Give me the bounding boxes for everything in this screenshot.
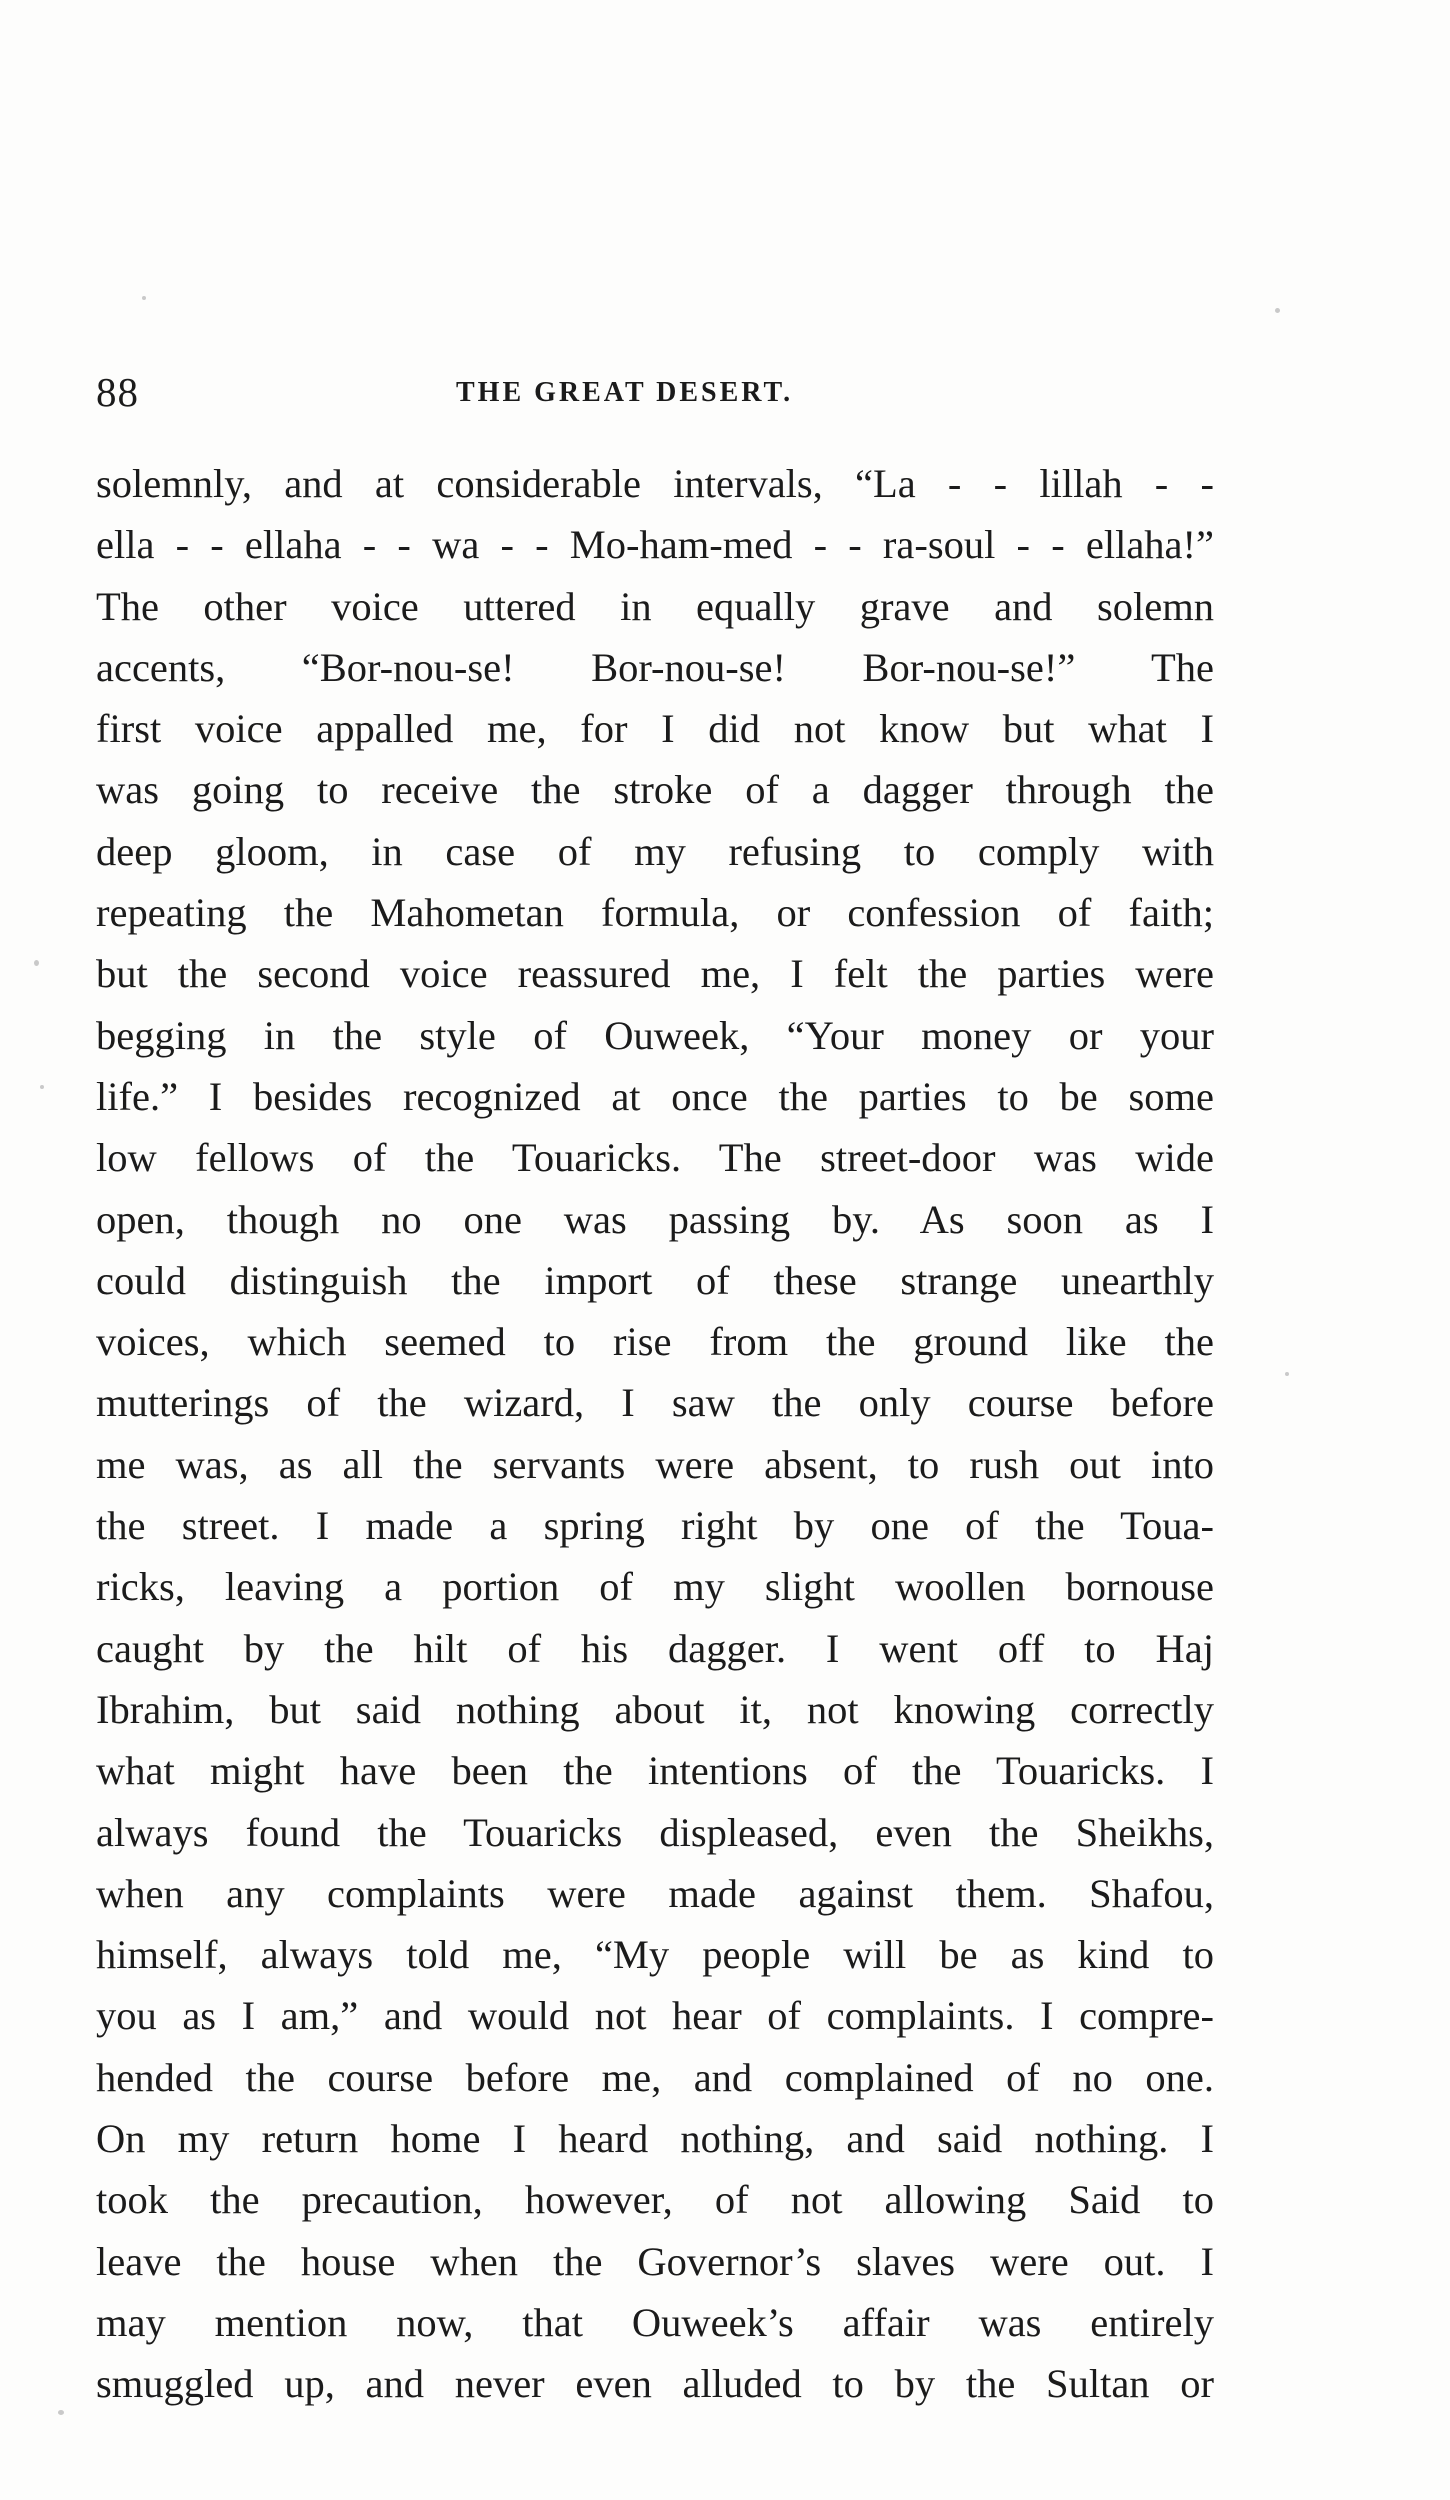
text-line: caught by the hilt of his dagger. I went off to Haj bbox=[96, 1625, 1214, 1671]
text-line: begging in the style of Ouweek, “Your money or your bbox=[96, 1012, 1214, 1058]
page-number: 88 bbox=[96, 369, 139, 415]
text-line: may mention now, that Ouweek’s affair was entirely bbox=[96, 2299, 1214, 2345]
text-line: smuggled up, and never even alluded to by the Sultan or bbox=[96, 2361, 1214, 2407]
text-line: life.” I besides recognized at once the parties to be some bbox=[96, 1073, 1214, 1119]
text-line: ricks, leaving a portion of my slight woollen bornouse bbox=[96, 1564, 1214, 1610]
text-line: low fellows of the Touaricks. The street-door was wide bbox=[96, 1135, 1214, 1181]
text-line: deep gloom, in case of my refusing to comply with bbox=[96, 828, 1214, 874]
paper-speck bbox=[58, 2410, 64, 2415]
text-line: leave the house when the Governor’s slaves were out. I bbox=[96, 2238, 1214, 2284]
text-line: was going to receive the stroke of a dagger through the bbox=[96, 767, 1214, 813]
text-line: repeating the Mahometan formula, or confession of faith; bbox=[96, 890, 1214, 936]
paper-speck bbox=[40, 1085, 44, 1089]
paper-speck bbox=[142, 296, 146, 300]
text-line: but the second voice reassured me, I felt the parties were bbox=[96, 951, 1214, 997]
text-line: first voice appalled me, for I did not know but what I bbox=[96, 706, 1214, 752]
text-line: ella - - ellaha - - wa - - Mo-ham-med - - ra-soul - - ellaha!” bbox=[96, 522, 1214, 568]
text-line: could distinguish the import of these strange unearthly bbox=[96, 1257, 1214, 1303]
text-line: open, though no one was passing by. As soon as I bbox=[96, 1196, 1214, 1242]
text-line: On my return home I heard nothing, and said nothing. I bbox=[96, 2116, 1214, 2162]
text-line: you as I am,” and would not hear of complaints. I compre- bbox=[96, 1993, 1214, 2039]
text-line: hended the course before me, and complained of no one. bbox=[96, 2054, 1214, 2100]
text-line: what might have been the intentions of the Touaricks. I bbox=[96, 1748, 1214, 1794]
paper-speck bbox=[1275, 308, 1280, 313]
paper-speck bbox=[34, 960, 39, 966]
text-line: the street. I made a spring right by one of the Toua- bbox=[96, 1503, 1214, 1549]
text-line: Ibrahim, but said nothing about it, not knowing correctly bbox=[96, 1686, 1214, 1732]
running-title: THE GREAT DESERT. bbox=[456, 377, 794, 408]
text-line: always found the Touaricks displeased, even the Sheikhs, bbox=[96, 1809, 1214, 1855]
running-head bbox=[96, 362, 1206, 422]
text-line: solemnly, and at considerable intervals, “La - - lillah - - bbox=[96, 461, 1214, 506]
text-line: mutterings of the wizard, I saw the only course before bbox=[96, 1380, 1214, 1426]
text-line: himself, always told me, “My people will be as kind to bbox=[96, 1932, 1214, 1978]
text-line: took the precaution, however, of not allowing Said to bbox=[96, 2177, 1214, 2223]
paper-speck bbox=[1285, 1372, 1289, 1376]
text-line: The other voice uttered in equally grave and solemn bbox=[96, 583, 1214, 629]
body-text bbox=[96, 453, 1214, 2415]
text-line: me was, as all the servants were absent, to rush out into bbox=[96, 1441, 1214, 1487]
text-line: voices, which seemed to rise from the ground like the bbox=[96, 1319, 1214, 1365]
text-line: accents, “Bor-nou-se! Bor-nou-se! Bor-nou-se!” The bbox=[96, 644, 1214, 690]
text-line: when any complaints were made against them. Shafou, bbox=[96, 1870, 1214, 1916]
